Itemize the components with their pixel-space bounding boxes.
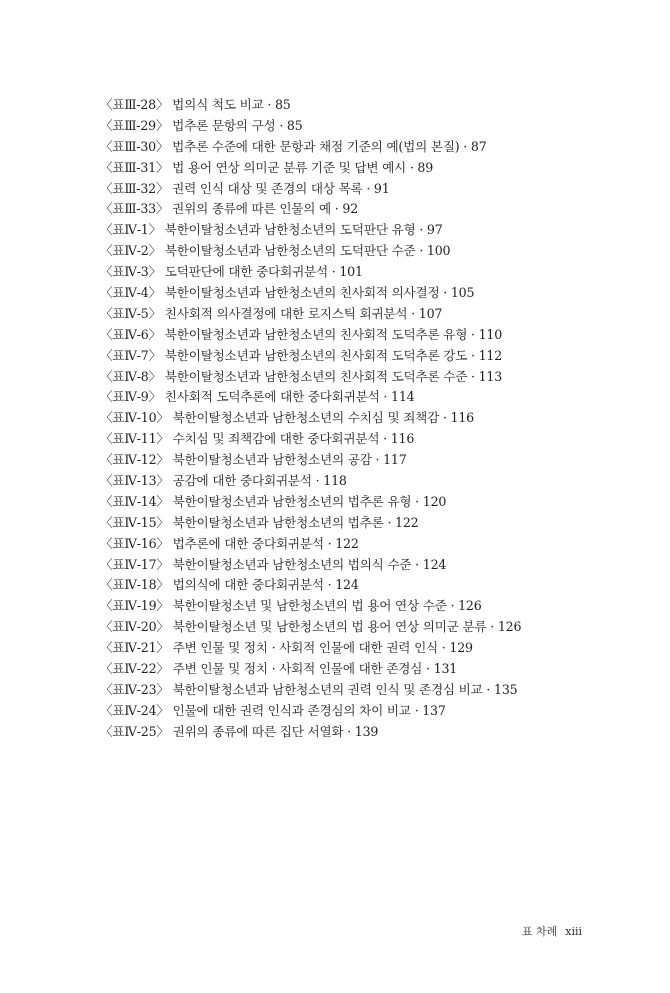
toc-entry: 〈표Ⅳ-4〉 북한이탈청소년과 남한청소년의 친사회적 의사결정 · 105 xyxy=(100,285,475,301)
toc-entry: 〈표Ⅳ-14〉 북한이탈청소년과 남한청소년의 법추론 유형 · 120 xyxy=(100,493,447,509)
toc-entry: 〈표Ⅳ-6〉 북한이탈청소년과 남한청소년의 친사회적 도덕추론 유형 · 110 xyxy=(100,326,503,342)
toc-entry: 〈표Ⅳ-15〉 북한이탈청소년과 남한청소년의 법추론 · 122 xyxy=(100,514,419,530)
toc-entry: 〈표Ⅲ-29〉 법추론 문항의 구성 · 85 xyxy=(100,117,303,133)
table-of-contents-list xyxy=(100,95,521,743)
page-number: xiii xyxy=(565,925,582,938)
toc-entry: 〈표Ⅳ-18〉 법의식에 대한 중다회귀분석 · 124 xyxy=(100,577,359,593)
toc-entry: 〈표Ⅲ-28〉 법의식 척도 비교 · 85 xyxy=(100,97,291,112)
toc-entry: 〈표Ⅳ-1〉 북한이탈청소년과 남한청소년의 도덕판단 유형 · 97 xyxy=(100,222,443,238)
toc-entry: 〈표Ⅲ-30〉 법추론 수준에 대한 문항과 채점 기준의 예(법의 본질) · 87 xyxy=(100,138,487,154)
toc-entry: 〈표Ⅳ-19〉 북한이탈청소년 및 남한청소년의 법 용어 연상 수준 · 126 xyxy=(100,598,482,614)
toc-entry: 〈표Ⅳ-7〉 북한이탈청소년과 남한청소년의 친사회적 도덕추론 강도 · 112 xyxy=(100,347,503,363)
toc-entry: 〈표Ⅳ-24〉 인물에 대한 권력 인식과 존경심의 차이 비교 · 137 xyxy=(100,702,446,718)
toc-entry: 〈표Ⅳ-17〉 북한이탈청소년과 남한청소년의 법의식 수준 · 124 xyxy=(100,556,447,572)
toc-entry: 〈표Ⅲ-32〉 권력 인식 대상 및 존경의 대상 목록 · 91 xyxy=(100,180,390,196)
toc-entry: 〈표Ⅲ-31〉 법 용어 연상 의미군 분류 기준 및 답변 예시 · 89 xyxy=(100,159,434,175)
toc-entry: 〈표Ⅲ-33〉 권위의 종류에 따른 인물의 예 · 92 xyxy=(100,201,359,217)
toc-entry: 〈표Ⅳ-20〉 북한이탈청소년 및 남한청소년의 법 용어 연상 의미군 분류 · 126 xyxy=(100,619,522,635)
toc-entry: 〈표Ⅳ-22〉 주변 인물 및 정치 · 사회적 인물에 대한 존경심 · 131 xyxy=(100,661,458,677)
toc-entry: 〈표Ⅳ-23〉 북한이탈청소년과 남한청소년의 권력 인식 및 존경심 비교 · 135 xyxy=(100,681,518,697)
toc-entry: 〈표Ⅳ-25〉 권위의 종류에 따른 집단 서열화 · 139 xyxy=(100,723,379,739)
toc-entry: 〈표Ⅳ-16〉 법추론에 대한 중다회귀분석 · 122 xyxy=(100,535,359,551)
page-footer xyxy=(522,923,582,939)
running-footer-section: 표 차례 xyxy=(521,925,558,938)
toc-entry: 〈표Ⅳ-2〉 북한이탈청소년과 남한청소년의 도덕판단 수준 · 100 xyxy=(100,243,451,259)
toc-entry: 〈표Ⅳ-3〉 도덕판단에 대한 중다회귀분석 · 101 xyxy=(100,264,363,280)
toc-entry: 〈표Ⅳ-21〉 주변 인물 및 정치 · 사회적 인물에 대한 권력 인식 · 129 xyxy=(100,640,473,656)
toc-entry: 〈표Ⅳ-11〉 수치심 및 죄책감에 대한 중다회귀분석 · 116 xyxy=(100,431,415,447)
toc-entry: 〈표Ⅳ-12〉 북한이탈청소년과 남한청소년의 공감 · 117 xyxy=(100,452,407,468)
toc-entry: 〈표Ⅳ-10〉 북한이탈청소년과 남한청소년의 수치심 및 죄책감 · 116 xyxy=(100,410,474,426)
toc-entry: 〈표Ⅳ-8〉 북한이탈청소년과 남한청소년의 친사회적 도덕추론 수준 · 113 xyxy=(100,368,503,384)
toc-entry: 〈표Ⅳ-9〉 친사회적 도덕추론에 대한 중다회귀분석 · 114 xyxy=(100,389,415,405)
toc-entry: 〈표Ⅳ-13〉 공감에 대한 중다회귀분석 · 118 xyxy=(100,473,347,489)
toc-entry: 〈표Ⅳ-5〉 친사회적 의사결정에 대한 로지스틱 회귀분석 · 107 xyxy=(100,305,443,321)
